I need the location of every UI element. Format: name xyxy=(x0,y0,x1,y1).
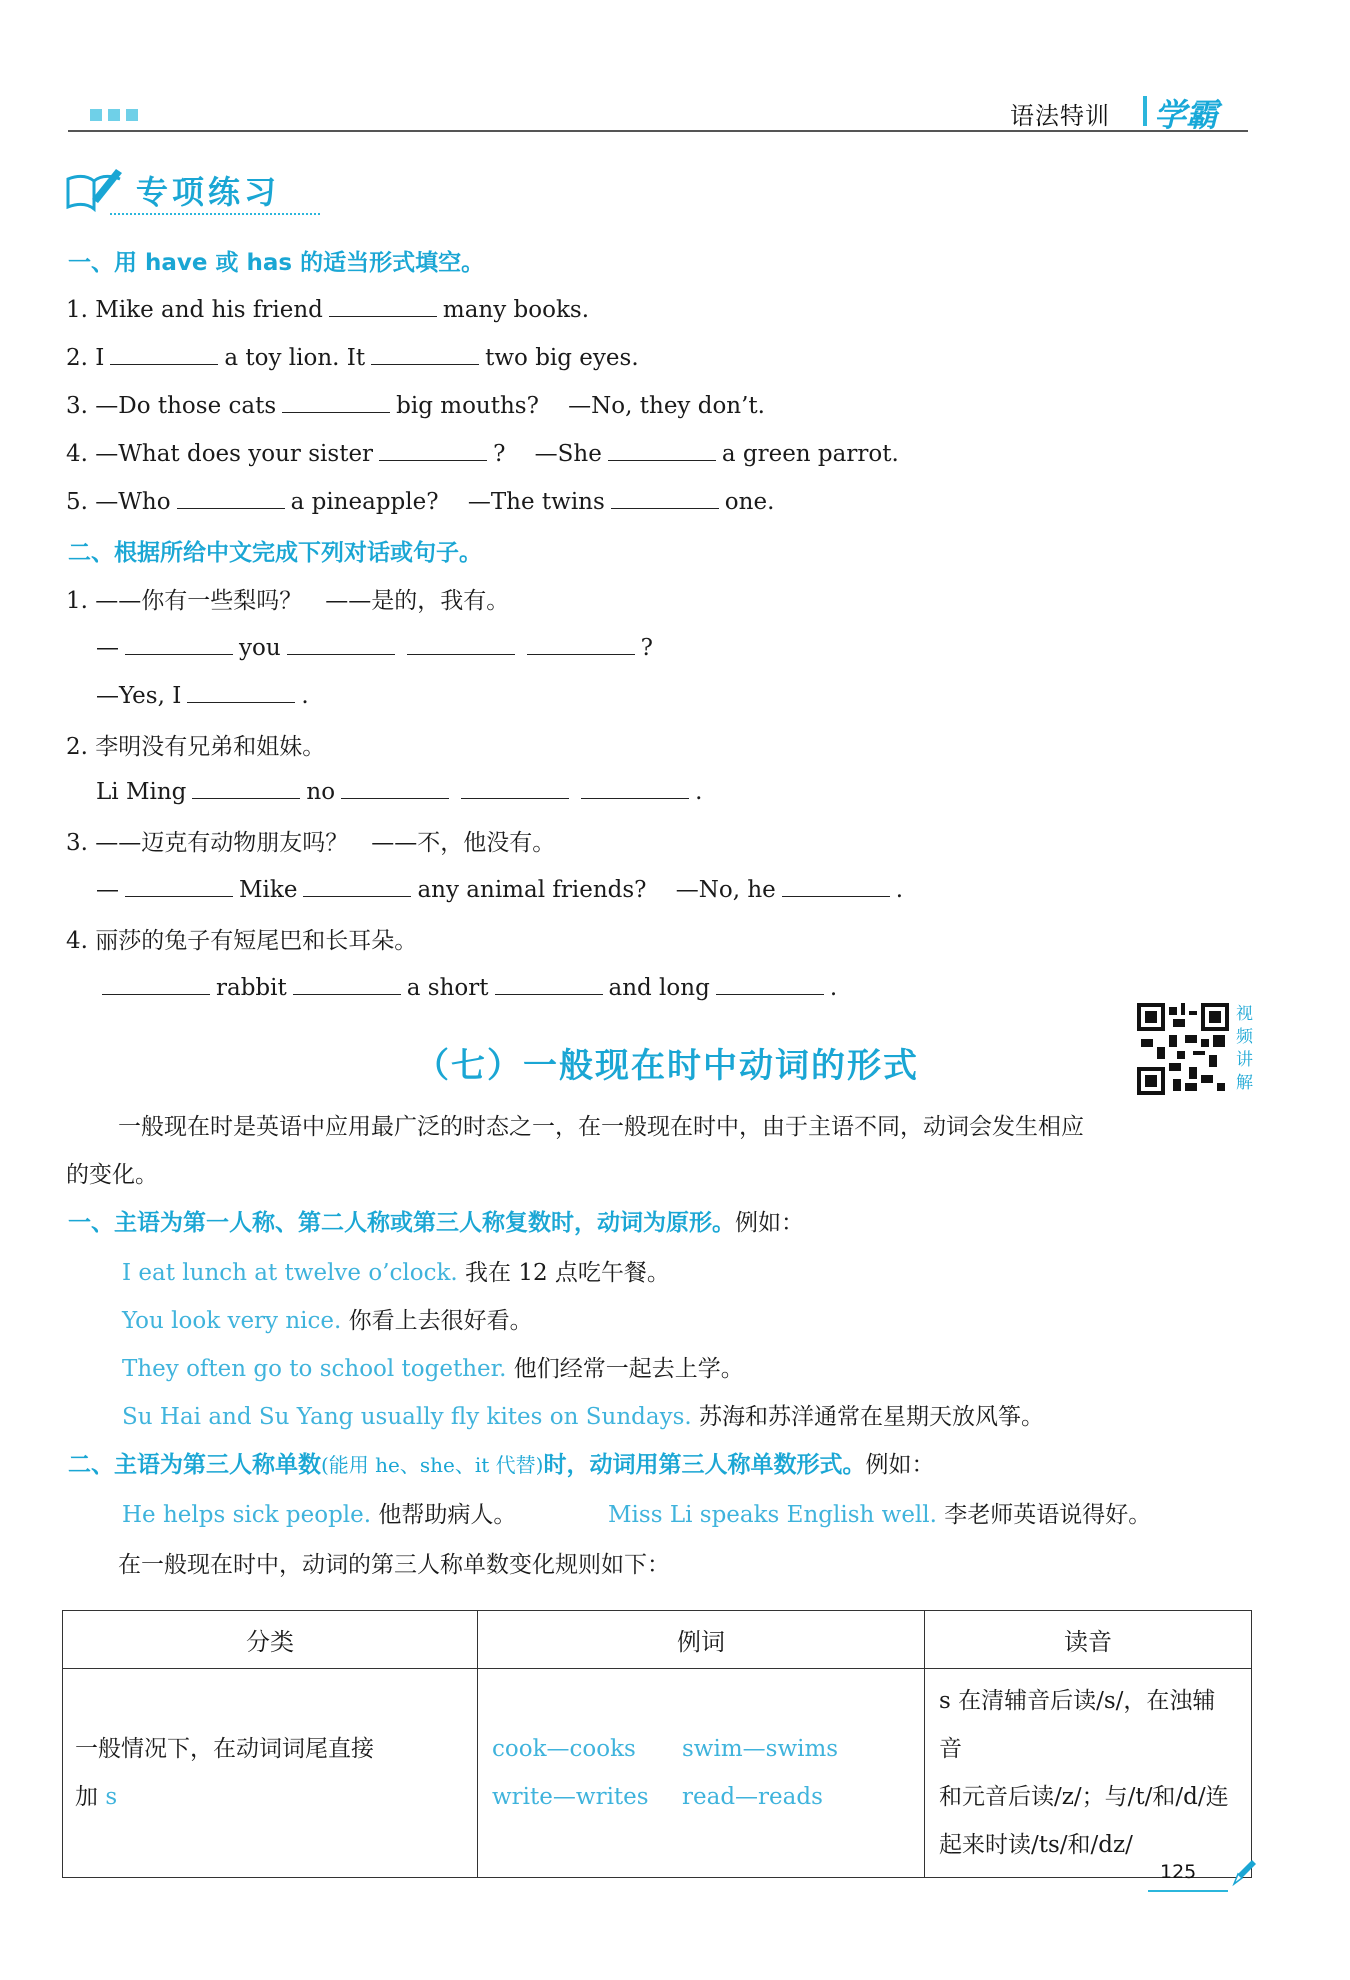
answer-blank[interactable] xyxy=(287,632,395,655)
banner-underline xyxy=(110,213,320,215)
part2-heading: 二、根据所给中文完成下列对话或句子。 xyxy=(68,540,482,566)
answer-blank[interactable] xyxy=(329,294,437,317)
rule1-example-4: Su Hai and Su Yang usually fly kites on Sundays. 苏海和苏洋通常在星期天放风筝。 xyxy=(122,1404,1044,1430)
part2-q2-chinese: 2. 李明没有兄弟和姐妹。 xyxy=(66,734,326,760)
section-banner-title: 专项练习 xyxy=(136,173,281,211)
answer-blank[interactable] xyxy=(495,972,603,995)
answer-blank[interactable] xyxy=(527,632,635,655)
answer-blank[interactable] xyxy=(125,632,233,655)
part1-heading: 一、用 have 或 has 的适当形式填空。 xyxy=(68,250,485,276)
answer-blank[interactable] xyxy=(303,874,411,897)
answer-blank[interactable] xyxy=(608,438,716,461)
table-row xyxy=(63,1669,1252,1878)
table-cell-examples: cook—cooks swim—swims write—writes read—reads xyxy=(478,1669,925,1878)
answer-blank[interactable] xyxy=(782,874,890,897)
rule1-example-3: They often go to school together. 他们经常一起去上学。 xyxy=(122,1356,744,1382)
header-decoration xyxy=(90,109,138,121)
table-cell-pronunciation: s 在清辅音后读/s/，在浊辅音 和元音后读/z/；与/t/和/d/连 起来时读/ts/和/dz/ xyxy=(925,1669,1252,1878)
section7-intro-line2: 的变化。 xyxy=(66,1162,158,1188)
part2-q3-chinese: 3. ——迈克有动物朋友吗？ ——不，他没有。 xyxy=(66,830,556,856)
part2-q3-answer: — Mike any animal friends? —No, he . xyxy=(96,874,903,903)
part1-item-1: 1. Mike and his friend many books. xyxy=(66,294,589,323)
pencil-icon xyxy=(1230,1858,1258,1888)
part2-q1-chinese: 1. ——你有一些梨吗？ ——是的，我有。 xyxy=(66,588,510,614)
page-number: 125 xyxy=(1160,1861,1197,1883)
qr-video-label: 视频讲解 xyxy=(1236,1004,1253,1093)
table-cell-category: 一般情况下，在动词词尾直接 加 s xyxy=(63,1669,478,1878)
rules-intro: 在一般现在时中，动词的第三人称单数变化规则如下： xyxy=(118,1552,670,1578)
part2-q1-answer-b: —Yes, I . xyxy=(96,680,309,709)
section7-intro-line1: 一般现在时是英语中应用最广泛的时态之一，在一般现在时中，由于主语不同，动词会发生相应 xyxy=(118,1114,1084,1140)
part2-q4-chinese: 4. 丽莎的兔子有短尾巴和长耳朵。 xyxy=(66,928,418,954)
brand-logo: 学霸 xyxy=(1154,96,1219,134)
answer-blank[interactable] xyxy=(177,486,285,509)
rule2-example-1: He helps sick people. 他帮助病人。 xyxy=(122,1502,517,1528)
conjugation-rules-table xyxy=(62,1610,1252,1878)
answer-blank[interactable] xyxy=(110,342,218,365)
part1-item-2: 2. I a toy lion. It two big eyes. xyxy=(66,342,639,371)
rule1-example-1: I eat lunch at twelve o’clock. 我在 12 点吃午餐。 xyxy=(122,1260,670,1286)
answer-blank[interactable] xyxy=(293,972,401,995)
answer-blank[interactable] xyxy=(461,776,569,799)
rule2-heading: 二、主语为第三人称单数(能用 he、she、it 代替)时，动词用第三人称单数形式。例如： xyxy=(68,1452,935,1478)
answer-blank[interactable] xyxy=(611,486,719,509)
rule1-example-2: You look very nice. 你看上去很好看。 xyxy=(122,1308,533,1334)
table-header-examples: 例词 xyxy=(478,1611,925,1669)
rule1-heading: 一、主语为第一人称、第二人称或第三人称复数时，动词为原形。例如： xyxy=(68,1210,804,1236)
table-header-pronunciation: 读音 xyxy=(925,1611,1252,1669)
part1-item-5: 5. —Who a pineapple? —The twins one. xyxy=(66,486,774,515)
qr-code-icon[interactable] xyxy=(1137,1003,1229,1095)
answer-blank[interactable] xyxy=(282,390,390,413)
answer-blank[interactable] xyxy=(341,776,449,799)
notebook-pen-icon xyxy=(64,165,126,215)
header-divider xyxy=(1143,96,1147,126)
answer-blank[interactable] xyxy=(407,632,515,655)
header-title: 语法特训 xyxy=(1010,102,1110,130)
table-header-row xyxy=(63,1611,1252,1669)
part1-item-4: 4. —What does your sister ? —She a green parrot. xyxy=(66,438,899,467)
section7-title: （七）一般现在时中动词的形式 xyxy=(415,1046,919,1086)
answer-blank[interactable] xyxy=(371,342,479,365)
part2-q1-answer-a: — you ? xyxy=(96,632,653,661)
answer-blank[interactable] xyxy=(379,438,487,461)
part2-q4-answer: rabbit a short and long . xyxy=(96,972,837,1001)
answer-blank[interactable] xyxy=(581,776,689,799)
part1-item-3: 3. —Do those cats big mouths? —No, they don’t. xyxy=(66,390,765,419)
section-banner xyxy=(64,165,280,215)
page-number-rule xyxy=(1148,1890,1228,1892)
answer-blank[interactable] xyxy=(187,680,295,703)
table-header-category: 分类 xyxy=(63,1611,478,1669)
part2-q2-answer: Li Ming no . xyxy=(96,776,702,805)
answer-blank[interactable] xyxy=(125,874,233,897)
rule2-example-2: Miss Li speaks English well. 李老师英语说得好。 xyxy=(608,1502,1152,1528)
answer-blank[interactable] xyxy=(102,972,210,995)
answer-blank[interactable] xyxy=(716,972,824,995)
answer-blank[interactable] xyxy=(192,776,300,799)
